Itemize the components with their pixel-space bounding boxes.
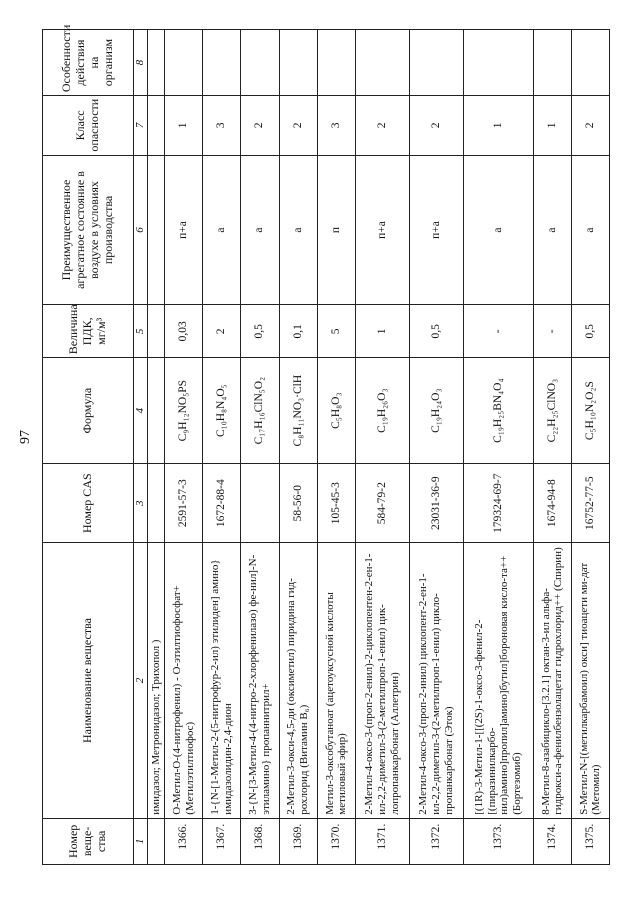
header-special: Особенности действия на организм [43,30,134,96]
table-row [241,30,279,865]
col-index: 2 [134,543,148,818]
table-row [533,30,571,865]
table-row [571,30,609,865]
hazard-class: 1 [533,96,571,155]
table-row [165,30,203,865]
aggregate-state: а [241,155,279,305]
special-effects [463,30,533,96]
substance-name: 2-Метил-3-окси-4,5-ди (оксиметил) пиридина гид-рохлорид (Витамин B₆) [279,543,317,818]
pdk-value: 5 [317,305,355,358]
header-formula: Формула [43,358,134,464]
header-state: Преимущественное агрегатное состояние в воздухе в условиях производства [43,155,134,305]
formula: C₈H₁₁NO₃·ClH [279,358,317,464]
substance-name: O-Метил-O-(4-нитрофенил) - O-этилтиофосфат+ (Метилэтилтиофос) [165,543,203,818]
special-effects [533,30,571,96]
special-effects [241,30,279,96]
cas-number: 179324-69-7 [463,464,533,543]
formula: C₅H₈O₃ [317,358,355,464]
formula: C₅H₁₀N₂O₂S [571,358,609,464]
aggregate-state: п [317,155,355,305]
substance-name: Метил-3-оксобутаноат (ацетоуксусной кислоты метиловый эфир) [317,543,355,818]
substance-table [42,24,610,865]
aggregate-state: а [571,155,609,305]
cas-number: 2591-57-3 [165,464,203,543]
header-name: Наименование вещества [43,543,134,818]
formula: C₁₉H₂₅BN₄O₄ [463,358,533,464]
pdk-value: 1 [355,305,409,358]
substance-number: 1369. [279,818,317,864]
substance-number: 1371. [355,818,409,864]
hazard-class: 2 [571,96,609,155]
hazard-class: 2 [355,96,409,155]
hazard-class: 3 [317,96,355,155]
table-row [355,30,409,865]
col-index: 8 [134,30,148,96]
formula: C₂₂H₂₅ClNO₃ [533,358,571,464]
pdk-value: 0,1 [279,305,317,358]
substance-name: 2-Метил-4-оксо-3-(проп-2-енил)-2-циклопентен-2-ен-1-ил-2,2-диметил-3-(2-метилпроп-1-енил) цик-лопропанкарбонат (Аллетрин) [355,543,409,818]
page-number: 97 [18,430,33,444]
substance-number: 1373. [463,818,533,864]
col-index: 3 [134,464,148,543]
table-row [203,30,241,865]
table-row [463,30,533,865]
pdk-value: 2 [203,305,241,358]
cas-number: 23031-36-9 [409,464,463,543]
special-effects [203,30,241,96]
header-cas: Номер CAS [43,464,134,543]
hazard-class: 2 [279,96,317,155]
col-index: 1 [134,818,148,864]
col-index: 7 [134,96,148,155]
special-effects [355,30,409,96]
substance-number: 1366. [165,818,203,864]
col-index: 5 [134,305,148,358]
formula: C₉H₁₂NO₅PS [165,358,203,464]
substance-number: 1370. [317,818,355,864]
special-effects [279,30,317,96]
special-effects [571,30,609,96]
table-row [279,30,317,865]
hazard-class: 2 [409,96,463,155]
formula: C₁₇H₁₆ClN₅O₂ [241,358,279,464]
pdk-value: 0,5 [241,305,279,358]
hazard-class: 2 [241,96,279,155]
table-row [317,30,355,865]
substance-number: 1375. [571,818,609,864]
table-row [409,30,463,865]
substance-name: [(1R)-3-Метил-1-[[(2S)-1-оксо-3-фенил-2-[(пиразинилкарбо-нил)амино]пропил]амино]бутил]бороновая кисло-та++ (Бортезомиб) [463,543,533,818]
aggregate-state: п+а [165,155,203,305]
pdk-value: 0,5 [409,305,463,358]
header-pdk: Величина ПДК, мг/м³ [43,305,134,358]
hazard-class: 3 [203,96,241,155]
special-effects [409,30,463,96]
col-index: 4 [134,358,148,464]
pdk-value: 0,5 [571,305,609,358]
cas-number: 584-79-2 [355,464,409,543]
substance-name: 3-{N-[3-Метил-4-(4-нитро-2-хлорфенилазо) фе-нил]-N-этиламино} пропаннитрил+ [241,543,279,818]
rotated-table-container [42,24,610,865]
cas-number: 58-56-0 [279,464,317,543]
aggregate-state: а [533,155,571,305]
aggregate-state: п+а [409,155,463,305]
cas-number: 1672-88-4 [203,464,241,543]
cas-number: 16752-77-5 [571,464,609,543]
aggregate-state: а [279,155,317,305]
substance-number: 1374. [533,818,571,864]
formula: C₁₉H₂₄O₃ [409,358,463,464]
aggregate-state: а [463,155,533,305]
formula: C₁₀H₈N₄O₅ [203,358,241,464]
col-index: 6 [134,155,148,305]
column-index-row [134,30,148,865]
special-effects [317,30,355,96]
special-effects [165,30,203,96]
aggregate-state: п+а [355,155,409,305]
substance-number: 1372. [409,818,463,864]
formula: C₁₉H₂₆O₃ [355,358,409,464]
pdk-value: - [533,305,571,358]
substance-number: 1367. [203,818,241,864]
substance-name: S-Метил-N-[(метилкарбамоил) окси] тиоацети ми-дат (Метомил) [571,543,609,818]
pdk-value: 0,03 [165,305,203,358]
pdk-value: - [463,305,533,358]
continuation-text: имидазол; Метронидазол; Трихопол ) [147,543,165,818]
substance-name: 1-{N-[1-Метил-2-(5-нитрофур-2-ил) этилиден] амино} имидазолидин-2,4-дион [203,543,241,818]
hazard-class: 1 [463,96,533,155]
header-row [43,30,134,865]
continuation-row [147,30,165,865]
substance-name: 8-Метил-8-азабицикло-[3.2.1] октан-3-ил альфа-гидрокси-а-фенилбензолацетат гидрохлорид++ (Спирин) [533,543,571,818]
header-hazard: Класс опасности [43,96,134,155]
aggregate-state: а [203,155,241,305]
header-number: Номер веще-ства [43,818,134,864]
cas-number [241,464,279,543]
cas-number: 105-45-3 [317,464,355,543]
hazard-class: 1 [165,96,203,155]
substance-number: 1368. [241,818,279,864]
substance-name: 2-Метил-4-оксо-3-(проп-2-инил) циклопент-2-ен-1-ил-2,2-диметил-3-(2-метилпроп-1-енил) цикло-пропанкарбонат (Эток) [409,543,463,818]
cas-number: 1674-94-8 [533,464,571,543]
